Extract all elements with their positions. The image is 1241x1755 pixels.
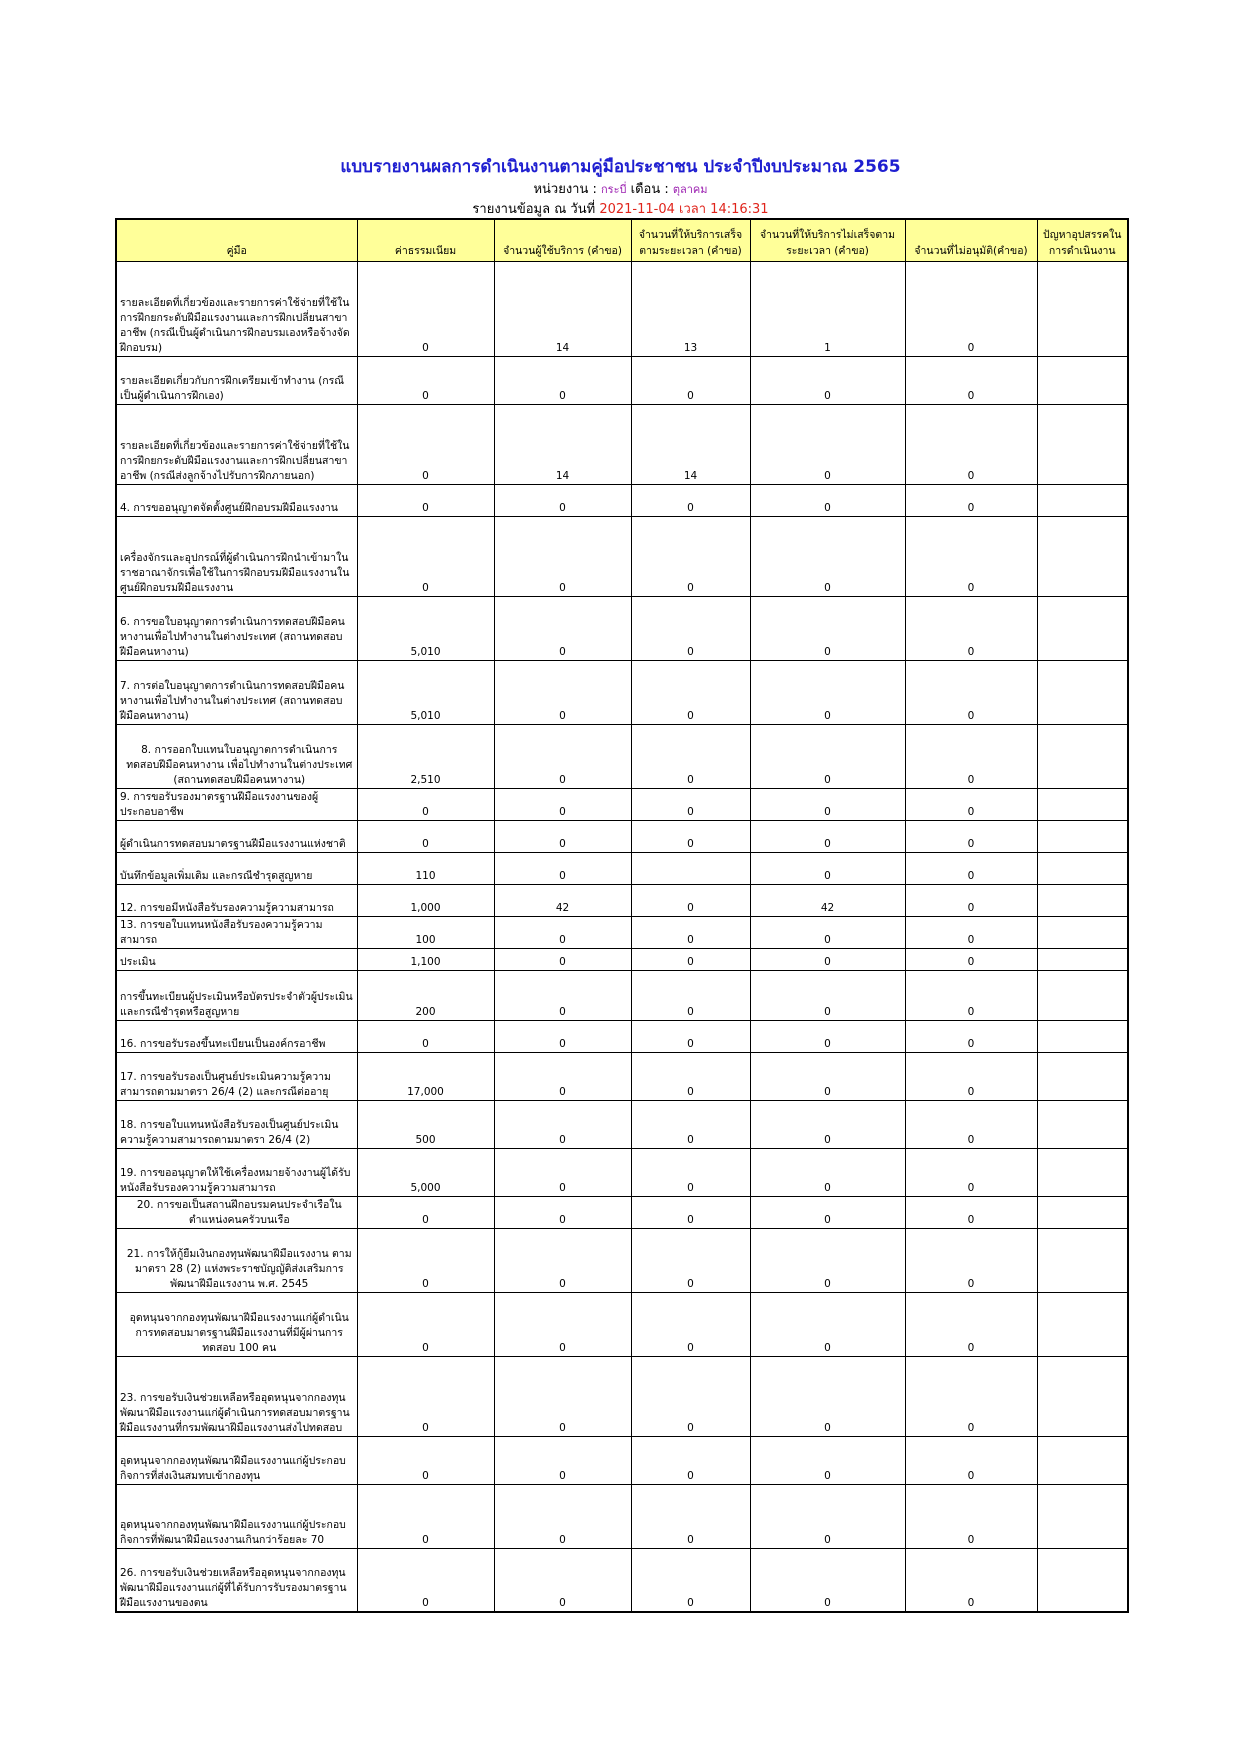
- late-cell: 0: [750, 1148, 905, 1196]
- problem-cell: [1037, 1484, 1128, 1548]
- manual-name-cell: 7. การต่อใบอนุญาตการดำเนินการทดสอบฝีมือคนหางานเพื่อไปทำงานในต่างประเทศ (สถานทดสอบฝีมือคนหางาน): [116, 660, 357, 724]
- manual-name-cell: 21. การให้กู้ยืมเงินกองทุนพัฒนาฝีมือแรงงาน ตามมาตรา 28 (2) แห่งพระราชบัญญัติส่งเสริมการพัฒนาฝีมือแรงงาน พ.ศ. 2545: [116, 1228, 357, 1292]
- unit-value: กระบี่: [601, 183, 627, 196]
- manual-name-cell: ประเมิน: [116, 948, 357, 970]
- problem-cell: [1037, 516, 1128, 596]
- rejected-cell: 0: [905, 948, 1037, 970]
- requests-cell: 0: [494, 484, 631, 516]
- table-row: [116, 788, 1128, 820]
- requests-cell: 0: [494, 820, 631, 852]
- table-row: [116, 1100, 1128, 1148]
- unit-line: [0, 178, 1241, 199]
- rejected-cell: 0: [905, 852, 1037, 884]
- on-time-cell: 0: [631, 1148, 750, 1196]
- problem-cell: [1037, 1292, 1128, 1356]
- report-date-line: [0, 198, 1241, 219]
- problem-cell: [1037, 484, 1128, 516]
- manual-name-cell: 6. การขอใบอนุญาตการดำเนินการทดสอบฝีมือคนหางานเพื่อไปทำงานในต่างประเทศ (สถานทดสอบฝีมือคนหางาน): [116, 596, 357, 660]
- rejected-cell: 0: [905, 660, 1037, 724]
- rejected-cell: 0: [905, 1356, 1037, 1436]
- table-row: [116, 404, 1128, 484]
- late-cell: 0: [750, 1548, 905, 1612]
- col-header-on-time: จำนวนที่ให้บริการเสร็จตามระยะเวลา (คำขอ): [631, 219, 750, 261]
- requests-cell: 0: [494, 660, 631, 724]
- manual-name-cell: เครื่องจักรและอุปกรณ์ที่ผู้ดำเนินการฝึกนำเข้ามาในราชอาณาจักรเพื่อใช้ในการฝึกอบรมฝีมือแรงงานในศูนย์ฝึกอบรมฝีมือแรงงาน: [116, 516, 357, 596]
- rejected-cell: 0: [905, 820, 1037, 852]
- col-header-late: จำนวนที่ให้บริการไม่เสร็จตามระยะเวลา (คำขอ): [750, 219, 905, 261]
- on-time-cell: 0: [631, 596, 750, 660]
- table-row: [116, 1484, 1128, 1548]
- on-time-cell: 0: [631, 916, 750, 948]
- late-cell: 0: [750, 1196, 905, 1228]
- manual-name-cell: 9. การขอรับรองมาตรฐานฝีมือแรงงานของผู้ประกอบอาชีพ: [116, 788, 357, 820]
- manual-name-cell: บันทึกข้อมูลเพิ่มเติม และกรณีชำรุดสูญหาย: [116, 852, 357, 884]
- fee-cell: 0: [357, 1356, 494, 1436]
- on-time-cell: 0: [631, 820, 750, 852]
- on-time-cell: 0: [631, 1100, 750, 1148]
- rejected-cell: 0: [905, 1020, 1037, 1052]
- col-header-fee: ค่าธรรมเนียม: [357, 219, 494, 261]
- on-time-cell: [631, 852, 750, 884]
- on-time-cell: 0: [631, 1020, 750, 1052]
- table-row: [116, 948, 1128, 970]
- manual-name-cell: 19. การขออนุญาตให้ใช้เครื่องหมายจ้างงานผู้ได้รับหนังสือรับรองความรู้ความสามารถ: [116, 1148, 357, 1196]
- manual-name-cell: อุดหนุนจากกองทุนพัฒนาฝีมือแรงงานแก่ผู้ประกอบกิจการที่พัฒนาฝีมือแรงงานเกินกว่าร้อยละ 70: [116, 1484, 357, 1548]
- unit-label: หน่วยงาน :: [533, 182, 597, 197]
- fee-cell: 0: [357, 484, 494, 516]
- requests-cell: 0: [494, 1292, 631, 1356]
- on-time-cell: 0: [631, 970, 750, 1020]
- on-time-cell: 0: [631, 484, 750, 516]
- late-cell: 0: [750, 484, 905, 516]
- requests-cell: 0: [494, 916, 631, 948]
- on-time-cell: 0: [631, 516, 750, 596]
- manual-name-cell: 23. การขอรับเงินช่วยเหลือหรืออุดหนุนจากกองทุนพัฒนาฝีมือแรงงานแก่ผู้ดำเนินการทดสอบมาตรฐานฝีมือแรงงานที่กรมพัฒนาฝีมือแรงงานส่งไปทดสอบ: [116, 1356, 357, 1436]
- table-row: [116, 356, 1128, 404]
- late-cell: 0: [750, 1228, 905, 1292]
- on-time-cell: 0: [631, 1548, 750, 1612]
- month-value: ตุลาคม: [672, 183, 708, 196]
- late-cell: 0: [750, 404, 905, 484]
- requests-cell: 0: [494, 356, 631, 404]
- report-date: 2021-11-04: [599, 202, 675, 217]
- problem-cell: [1037, 884, 1128, 916]
- requests-cell: 0: [494, 1436, 631, 1484]
- report-time: 14:16:31: [710, 202, 769, 217]
- requests-cell: 0: [494, 788, 631, 820]
- problem-cell: [1037, 948, 1128, 970]
- rejected-cell: 0: [905, 916, 1037, 948]
- on-time-cell: 0: [631, 724, 750, 788]
- problem-cell: [1037, 1020, 1128, 1052]
- on-time-cell: 0: [631, 788, 750, 820]
- requests-cell: 0: [494, 970, 631, 1020]
- fee-cell: 0: [357, 261, 494, 356]
- rejected-cell: 0: [905, 1484, 1037, 1548]
- late-cell: 42: [750, 884, 905, 916]
- header-row: [116, 219, 1128, 261]
- rejected-cell: 0: [905, 1148, 1037, 1196]
- rejected-cell: 0: [905, 1052, 1037, 1100]
- table-row: [116, 1196, 1128, 1228]
- problem-cell: [1037, 404, 1128, 484]
- manual-name-cell: รายละเอียดเกี่ยวกับการฝึกเตรียมเข้าทำงาน (กรณีเป็นผู้ดำเนินการฝึกเอง): [116, 356, 357, 404]
- fee-cell: 0: [357, 1228, 494, 1292]
- table-row: [116, 1292, 1128, 1356]
- col-header-manual: คู่มือ: [116, 219, 357, 261]
- on-time-cell: 0: [631, 1436, 750, 1484]
- table-body: [116, 261, 1128, 1612]
- fee-cell: 0: [357, 516, 494, 596]
- requests-cell: 0: [494, 1548, 631, 1612]
- requests-cell: 0: [494, 516, 631, 596]
- on-time-cell: 0: [631, 356, 750, 404]
- requests-cell: 0: [494, 1228, 631, 1292]
- on-time-cell: 0: [631, 948, 750, 970]
- rejected-cell: 0: [905, 484, 1037, 516]
- manual-name-cell: 18. การขอใบแทนหนังสือรับรองเป็นศูนย์ประเมินความรู้ความสามารถตามมาตรา 26/4 (2): [116, 1100, 357, 1148]
- fee-cell: 17,000: [357, 1052, 494, 1100]
- fee-cell: 1,000: [357, 884, 494, 916]
- manual-name-cell: ผู้ดำเนินการทดสอบมาตรฐานฝีมือแรงงานแห่งชาติ: [116, 820, 357, 852]
- table-row: [116, 820, 1128, 852]
- col-header-rejected: จำนวนที่ไม่อนุมัติ(คำขอ): [905, 219, 1037, 261]
- requests-cell: 0: [494, 1148, 631, 1196]
- fee-cell: 5,010: [357, 596, 494, 660]
- fee-cell: 0: [357, 404, 494, 484]
- late-cell: 0: [750, 1292, 905, 1356]
- late-cell: 0: [750, 820, 905, 852]
- on-time-cell: 0: [631, 1484, 750, 1548]
- rejected-cell: 0: [905, 404, 1037, 484]
- table-row: [116, 1052, 1128, 1100]
- requests-cell: 0: [494, 724, 631, 788]
- fee-cell: 1,100: [357, 948, 494, 970]
- problem-cell: [1037, 261, 1128, 356]
- late-cell: 0: [750, 1436, 905, 1484]
- table-row: [116, 916, 1128, 948]
- manual-name-cell: รายละเอียดที่เกี่ยวข้องและรายการค่าใช้จ่ายที่ใช้ในการฝึกยกระดับฝีมือแรงงานและการฝึกเปลี่ยนสาขาอาชีพ (กรณีเป็นผู้ดำเนินการฝึกอบรมเองหรือจ้างจัดฝึกอบรม): [116, 261, 357, 356]
- manual-name-cell: อุดหนุนจากกองทุนพัฒนาฝีมือแรงงานแก่ผู้ดำเนินการทดสอบมาตรฐานฝีมือแรงงานที่มีผู้ผ่านการทดสอบ 100 คน: [116, 1292, 357, 1356]
- rejected-cell: 0: [905, 1228, 1037, 1292]
- table-row: [116, 1436, 1128, 1484]
- fee-cell: 500: [357, 1100, 494, 1148]
- problem-cell: [1037, 1356, 1128, 1436]
- fee-cell: 0: [357, 820, 494, 852]
- table-row: [116, 884, 1128, 916]
- table-row: [116, 724, 1128, 788]
- fee-cell: 0: [357, 1196, 494, 1228]
- late-cell: 0: [750, 916, 905, 948]
- problem-cell: [1037, 1100, 1128, 1148]
- table-row: [116, 852, 1128, 884]
- problem-cell: [1037, 1148, 1128, 1196]
- fee-cell: 5,000: [357, 1148, 494, 1196]
- requests-cell: 42: [494, 884, 631, 916]
- rejected-cell: 0: [905, 724, 1037, 788]
- time-label: เวลา: [679, 202, 707, 217]
- requests-cell: 0: [494, 1100, 631, 1148]
- fee-cell: 0: [357, 1436, 494, 1484]
- on-time-cell: 14: [631, 404, 750, 484]
- problem-cell: [1037, 1548, 1128, 1612]
- late-cell: 0: [750, 596, 905, 660]
- problem-cell: [1037, 1436, 1128, 1484]
- table-row: [116, 596, 1128, 660]
- on-time-cell: 0: [631, 1196, 750, 1228]
- requests-cell: 0: [494, 1196, 631, 1228]
- requests-cell: 0: [494, 948, 631, 970]
- fee-cell: 110: [357, 852, 494, 884]
- problem-cell: [1037, 916, 1128, 948]
- table-row: [116, 1020, 1128, 1052]
- table-row: [116, 1356, 1128, 1436]
- rejected-cell: 0: [905, 516, 1037, 596]
- on-time-cell: 0: [631, 884, 750, 916]
- requests-cell: 14: [494, 261, 631, 356]
- manual-name-cell: 13. การขอใบแทนหนังสือรับรองความรู้ความสามารถ: [116, 916, 357, 948]
- rejected-cell: 0: [905, 596, 1037, 660]
- requests-cell: 0: [494, 1052, 631, 1100]
- late-cell: 0: [750, 1052, 905, 1100]
- table-row: [116, 1228, 1128, 1292]
- problem-cell: [1037, 852, 1128, 884]
- problem-cell: [1037, 724, 1128, 788]
- requests-cell: 14: [494, 404, 631, 484]
- fee-cell: 0: [357, 356, 494, 404]
- manual-name-cell: 4. การขออนุญาตจัดตั้งศูนย์ฝึกอบรมฝีมือแรงงาน: [116, 484, 357, 516]
- manual-name-cell: อุดหนุนจากกองทุนพัฒนาฝีมือแรงงานแก่ผู้ประกอบกิจการที่ส่งเงินสมทบเข้ากองทุน: [116, 1436, 357, 1484]
- late-cell: 0: [750, 788, 905, 820]
- manual-name-cell: 17. การขอรับรองเป็นศูนย์ประเมินความรู้ความสามารถตามมาตรา 26/4 (2) และกรณีต่ออายุ: [116, 1052, 357, 1100]
- late-cell: 0: [750, 948, 905, 970]
- on-time-cell: 13: [631, 261, 750, 356]
- problem-cell: [1037, 660, 1128, 724]
- late-cell: 0: [750, 724, 905, 788]
- report-table: [115, 218, 1129, 1613]
- problem-cell: [1037, 970, 1128, 1020]
- late-cell: 0: [750, 1356, 905, 1436]
- report-label: รายงานข้อมูล ณ วันที่: [472, 202, 596, 217]
- rejected-cell: 0: [905, 788, 1037, 820]
- manual-name-cell: 12. การขอมีหนังสือรับรองความรู้ความสามารถ: [116, 884, 357, 916]
- fee-cell: 100: [357, 916, 494, 948]
- problem-cell: [1037, 596, 1128, 660]
- requests-cell: 0: [494, 596, 631, 660]
- table-row: [116, 484, 1128, 516]
- problem-cell: [1037, 1228, 1128, 1292]
- fee-cell: 0: [357, 788, 494, 820]
- fee-cell: 0: [357, 1548, 494, 1612]
- rejected-cell: 0: [905, 1100, 1037, 1148]
- manual-name-cell: 8. การออกใบแทนใบอนุญาตการดำเนินการทดสอบฝีมือคนหางาน เพื่อไปทำงานในต่างประเทศ (สถานทดสอบฝีมือคนหางาน): [116, 724, 357, 788]
- fee-cell: 0: [357, 1292, 494, 1356]
- manual-name-cell: 20. การขอเป็นสถานฝึกอบรมคนประจำเรือในตำแหน่งคนครัวบนเรือ: [116, 1196, 357, 1228]
- late-cell: 0: [750, 1484, 905, 1548]
- fee-cell: 0: [357, 1484, 494, 1548]
- fee-cell: 5,010: [357, 660, 494, 724]
- month-label: เดือน :: [630, 182, 669, 197]
- late-cell: 0: [750, 660, 905, 724]
- manual-name-cell: รายละเอียดที่เกี่ยวข้องและรายการค่าใช้จ่ายที่ใช้ในการฝึกยกระดับฝีมือแรงงานและการฝึกเปลี่ยนสาขาอาชีพ (กรณีส่งลูกจ้างไปรับการฝึกภายนอก): [116, 404, 357, 484]
- rejected-cell: 0: [905, 261, 1037, 356]
- col-header-problem: ปัญหาอุปสรรคในการดำเนินงาน: [1037, 219, 1128, 261]
- late-cell: 0: [750, 1020, 905, 1052]
- manual-name-cell: 26. การขอรับเงินช่วยเหลือหรืออุดหนุนจากกองทุนพัฒนาฝีมือแรงงานแก่ผู้ที่ได้รับการรับรองมาตรฐานฝีมือแรงงานของตน: [116, 1548, 357, 1612]
- problem-cell: [1037, 356, 1128, 404]
- table-row: [116, 660, 1128, 724]
- late-cell: 0: [750, 356, 905, 404]
- rejected-cell: 0: [905, 1436, 1037, 1484]
- requests-cell: 0: [494, 1020, 631, 1052]
- fee-cell: 200: [357, 970, 494, 1020]
- requests-cell: 0: [494, 1356, 631, 1436]
- on-time-cell: 0: [631, 1292, 750, 1356]
- rejected-cell: 0: [905, 1292, 1037, 1356]
- table-row: [116, 1148, 1128, 1196]
- fee-cell: 0: [357, 1020, 494, 1052]
- rejected-cell: 0: [905, 884, 1037, 916]
- table-row: [116, 261, 1128, 356]
- late-cell: 1: [750, 261, 905, 356]
- on-time-cell: 0: [631, 1228, 750, 1292]
- late-cell: 0: [750, 1100, 905, 1148]
- late-cell: 0: [750, 516, 905, 596]
- manual-name-cell: 16. การขอรับรองขึ้นทะเบียนเป็นองค์กรอาชีพ: [116, 1020, 357, 1052]
- rejected-cell: 0: [905, 356, 1037, 404]
- col-header-requests: จำนวนผู้ใช้บริการ (คำขอ): [494, 219, 631, 261]
- table-row: [116, 970, 1128, 1020]
- requests-cell: 0: [494, 1484, 631, 1548]
- late-cell: 0: [750, 852, 905, 884]
- fee-cell: 2,510: [357, 724, 494, 788]
- rejected-cell: 0: [905, 970, 1037, 1020]
- table-row: [116, 1548, 1128, 1612]
- report-title: แบบรายงานผลการดำเนินงานตามคู่มือประชาชน ประจำปีงบประมาณ 2565: [340, 157, 901, 177]
- on-time-cell: 0: [631, 660, 750, 724]
- table-row: [116, 516, 1128, 596]
- manual-name-cell: การขึ้นทะเบียนผู้ประเมินหรือบัตรประจำตัวผู้ประเมิน และกรณีชำรุดหรือสูญหาย: [116, 970, 357, 1020]
- problem-cell: [1037, 820, 1128, 852]
- late-cell: 0: [750, 970, 905, 1020]
- problem-cell: [1037, 788, 1128, 820]
- on-time-cell: 0: [631, 1052, 750, 1100]
- problem-cell: [1037, 1052, 1128, 1100]
- rejected-cell: 0: [905, 1196, 1037, 1228]
- rejected-cell: 0: [905, 1548, 1037, 1612]
- problem-cell: [1037, 1196, 1128, 1228]
- on-time-cell: 0: [631, 1356, 750, 1436]
- requests-cell: 0: [494, 852, 631, 884]
